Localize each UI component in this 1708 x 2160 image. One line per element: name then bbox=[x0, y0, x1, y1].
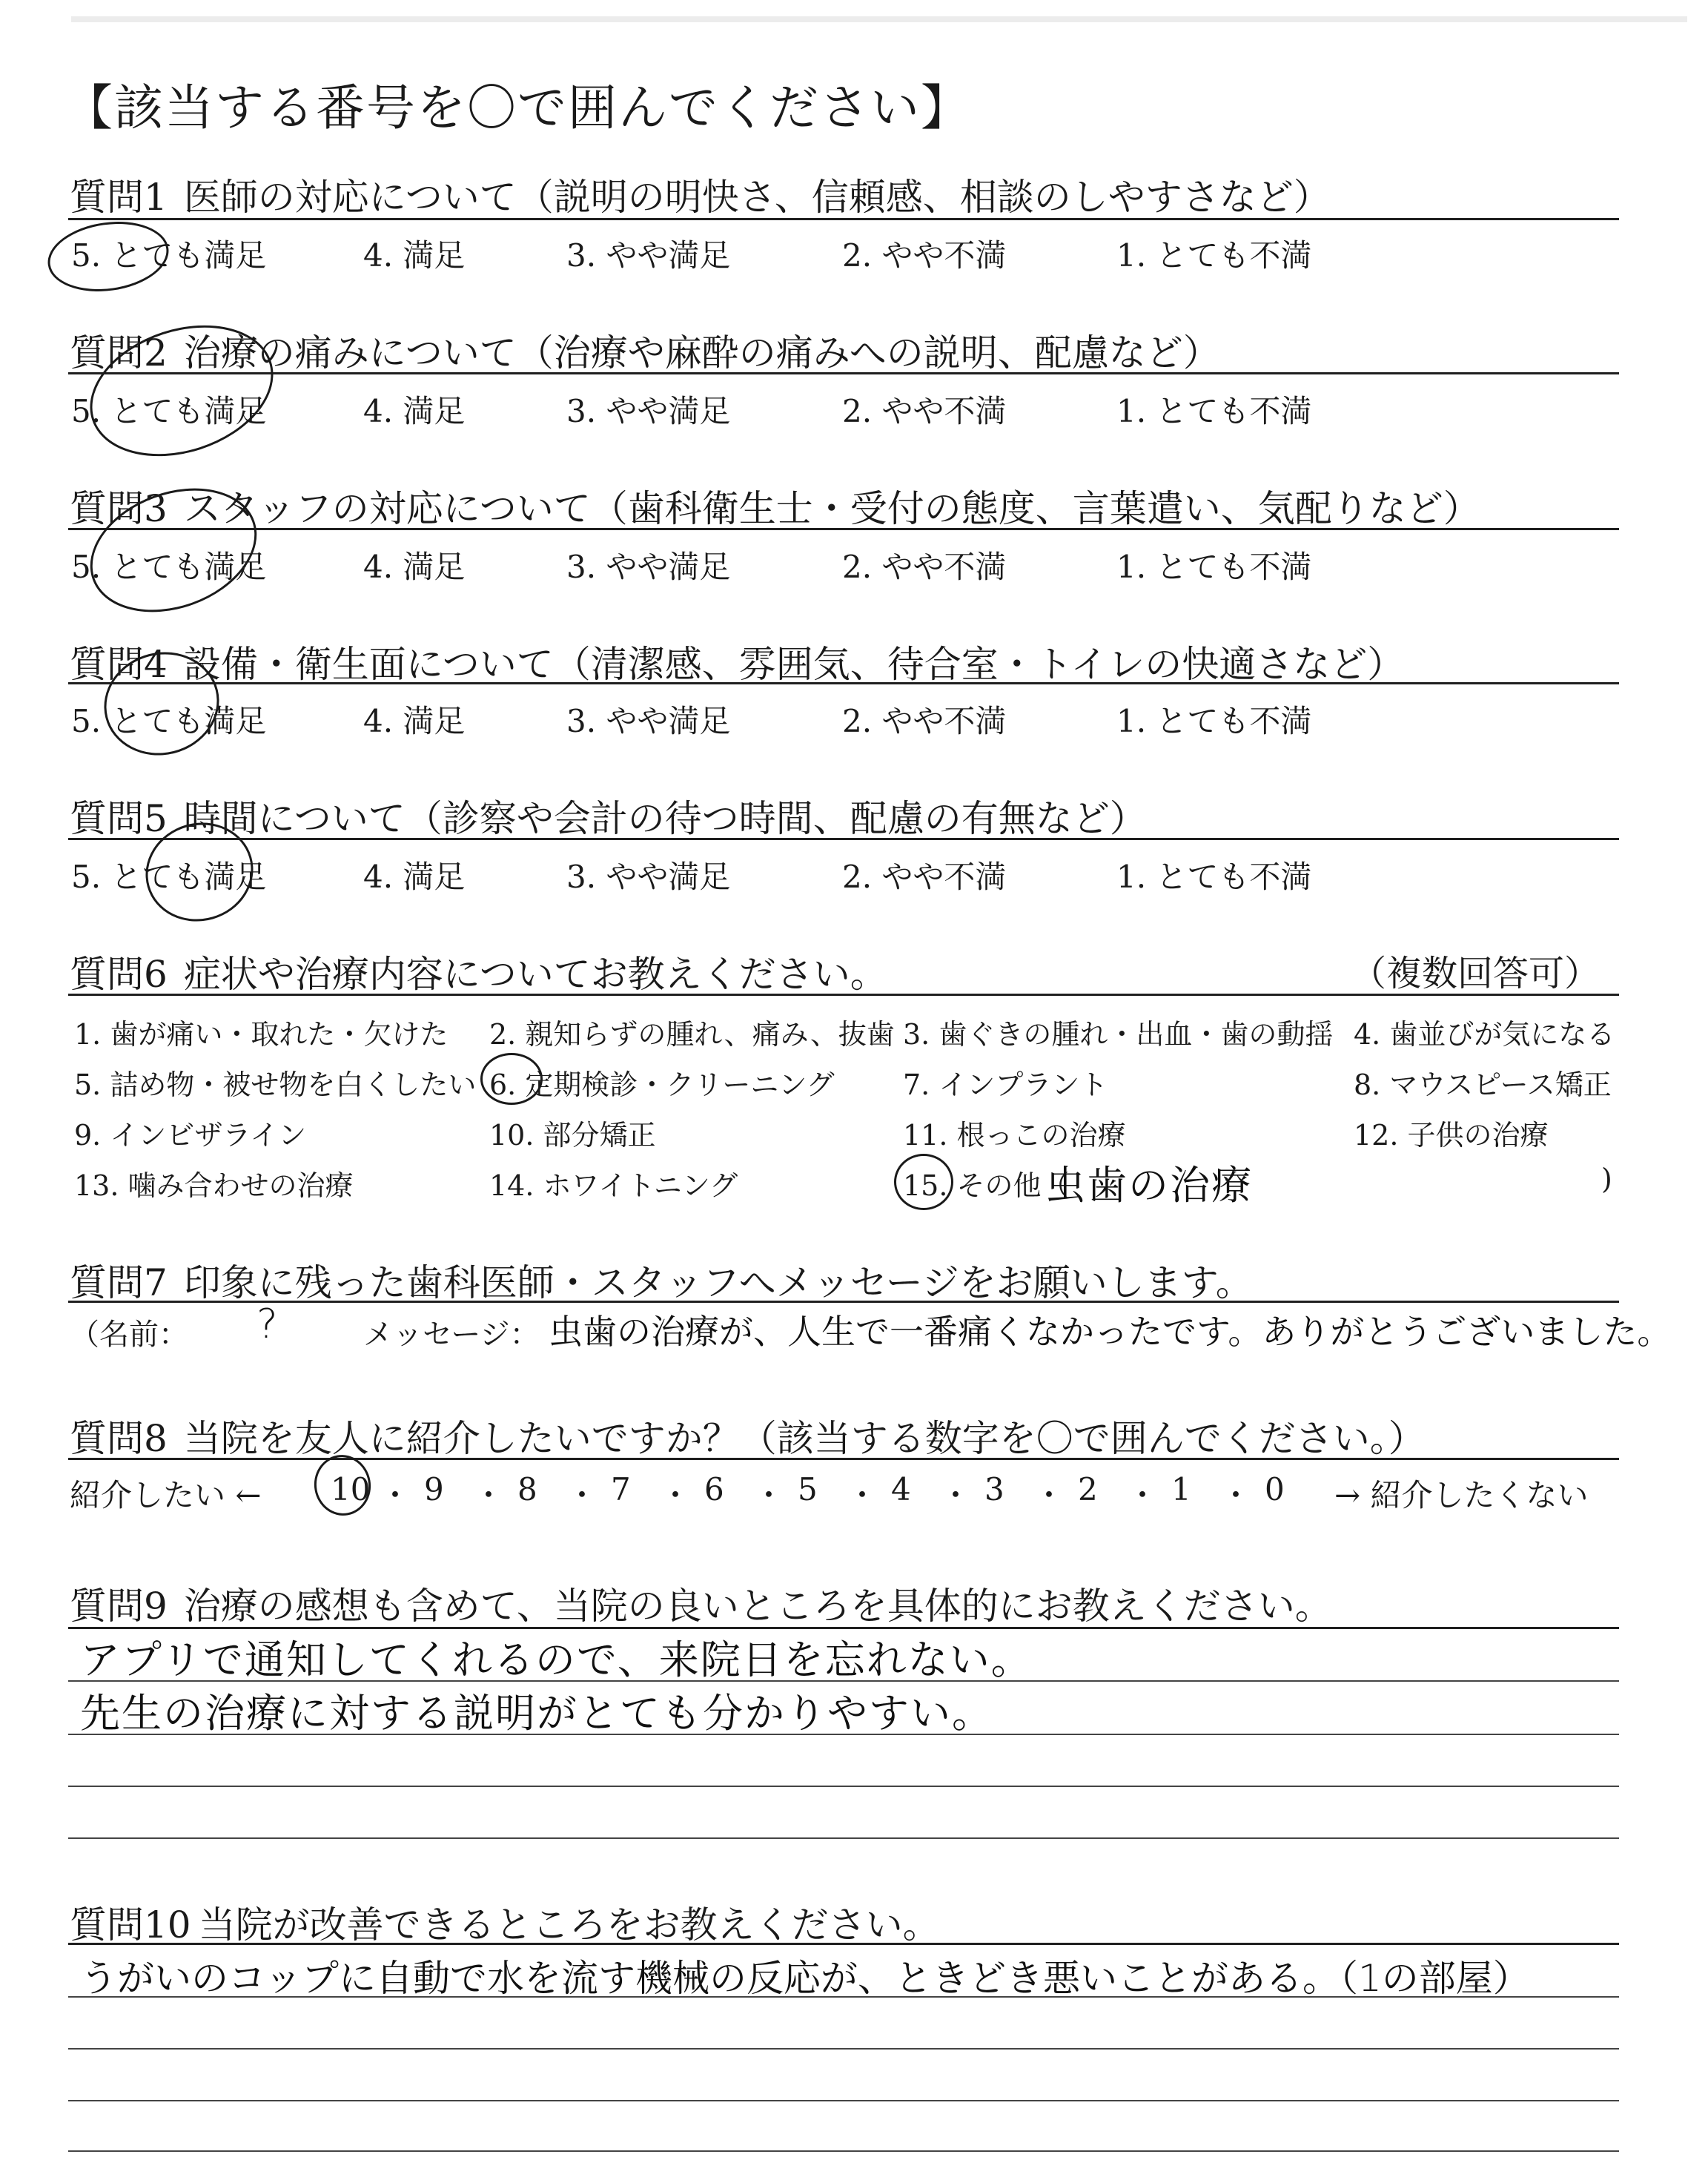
recommend-left-label: 紹介したい ← bbox=[70, 1477, 262, 1513]
question-number: 質問8 bbox=[70, 1417, 168, 1460]
question-number: 質問2 bbox=[70, 331, 168, 374]
divider bbox=[68, 682, 1619, 684]
answer-line: うがいのコップに自動で水を流す機械の反応が、ときどき悪いことがある。（1の部屋） bbox=[80, 1957, 1530, 2000]
option-3[interactable]: 3. やや満足 bbox=[566, 393, 731, 429]
divider bbox=[68, 528, 1619, 530]
question-number: 質問9 bbox=[70, 1585, 168, 1628]
recommend-right-label: → 紹介したくない bbox=[1334, 1477, 1589, 1513]
option-2[interactable]: 2. やや不満 bbox=[842, 237, 1007, 274]
divider bbox=[68, 1458, 1619, 1460]
symptom-option[interactable]: 8. マウスピース矯正 bbox=[1354, 1069, 1612, 1101]
symptom-option[interactable]: 12. 子供の治療 bbox=[1354, 1119, 1549, 1152]
question-number: 質問10 bbox=[70, 1903, 191, 1946]
message-handwritten: 虫歯の治療が、人生で一番痛くなかったです。ありがとうございました。 bbox=[549, 1312, 1672, 1352]
question-text: 時間について（診察や会計の待つ時間、配慮の有無など） bbox=[183, 797, 1147, 840]
answer-line: 先生の治療に対する説明がとても分かりやすい。 bbox=[80, 1690, 993, 1737]
option-4[interactable]: 4. 満足 bbox=[363, 859, 466, 895]
scale-option[interactable]: 7 bbox=[611, 1471, 631, 1507]
question-text: 設備・衛生面について（清潔感、雰囲気、待合室・トイレの快適さなど） bbox=[183, 643, 1405, 686]
question-number: 質問7 bbox=[70, 1261, 168, 1304]
symptom-option[interactable]: 6. 定期検診・クリーニング bbox=[489, 1069, 835, 1101]
option-5[interactable]: 5. とても満足 bbox=[71, 237, 267, 274]
scale-option[interactable]: 8 bbox=[517, 1471, 537, 1507]
symptom-option[interactable]: 4. 歯並びが気になる bbox=[1354, 1018, 1615, 1051]
scale-separator: ・ bbox=[1033, 1477, 1065, 1513]
divider bbox=[68, 994, 1619, 996]
scale-separator: ・ bbox=[380, 1477, 411, 1513]
scale-separator: ・ bbox=[1220, 1477, 1252, 1513]
writing-line bbox=[68, 1786, 1619, 1787]
symptom-option[interactable]: 10. 部分矯正 bbox=[489, 1119, 656, 1152]
other-handwritten-answer: 虫歯の治療 bbox=[1045, 1162, 1253, 1209]
scale-option[interactable]: 1 bbox=[1171, 1471, 1191, 1507]
symptom-option[interactable]: 9. インビザライン bbox=[74, 1119, 307, 1152]
option-5[interactable]: 5. とても満足 bbox=[71, 549, 267, 585]
scale-separator: ・ bbox=[753, 1477, 785, 1513]
symptom-option-other[interactable]: 15. その他（ bbox=[903, 1169, 1070, 1202]
writing-line bbox=[68, 2150, 1619, 2152]
option-1[interactable]: 1. とても不満 bbox=[1116, 393, 1312, 429]
name-label: （名前： bbox=[70, 1318, 188, 1352]
selection-circle bbox=[480, 1053, 543, 1105]
scale-separator: ・ bbox=[660, 1477, 692, 1513]
writing-line bbox=[68, 1837, 1619, 1839]
selection-circle bbox=[43, 214, 173, 299]
scale-separator: ・ bbox=[1127, 1477, 1159, 1513]
symptom-option[interactable]: 2. 親知らずの腫れ、痛み、抜歯 bbox=[489, 1018, 895, 1051]
writing-line bbox=[68, 1996, 1619, 1998]
scale-option[interactable]: 5 bbox=[798, 1471, 818, 1507]
option-3[interactable]: 3. やや満足 bbox=[566, 859, 731, 895]
divider bbox=[68, 218, 1619, 220]
message-label: メッセージ： bbox=[363, 1318, 540, 1352]
question-text: 当院を友人に紹介したいですか？（該当する数字を〇で囲んでください。） bbox=[183, 1417, 1426, 1460]
option-5[interactable]: 5. とても満足 bbox=[71, 703, 267, 739]
option-5[interactable]: 5. とても満足 bbox=[71, 859, 267, 895]
scale-separator: ・ bbox=[940, 1477, 972, 1513]
option-1[interactable]: 1. とても不満 bbox=[1116, 859, 1312, 895]
option-3[interactable]: 3. やや満足 bbox=[566, 703, 731, 739]
scale-option[interactable]: 4 bbox=[891, 1471, 911, 1507]
symptom-option[interactable]: 14. ホワイトニング bbox=[489, 1169, 738, 1202]
scale-option[interactable]: 10 bbox=[331, 1471, 371, 1507]
symptom-option[interactable]: 1. 歯が痛い・取れた・欠けた bbox=[74, 1018, 448, 1051]
option-2[interactable]: 2. やや不満 bbox=[842, 393, 1007, 429]
question-text: 当院が改善できるところをお教えください。 bbox=[198, 1903, 940, 1946]
scale-separator: ・ bbox=[566, 1477, 598, 1513]
question-text: 症状や治療内容についてお教えください。 bbox=[183, 953, 887, 996]
option-4[interactable]: 4. 満足 bbox=[363, 703, 466, 739]
selection-circle bbox=[894, 1154, 953, 1210]
question-text: 印象に残った歯科医師・スタッフへメッセージをお願いします。 bbox=[183, 1261, 1253, 1304]
divider bbox=[68, 838, 1619, 840]
option-3[interactable]: 3. やや満足 bbox=[566, 237, 731, 274]
symptom-option[interactable]: 7. インプラント bbox=[903, 1069, 1108, 1101]
option-2[interactable]: 2. やや不満 bbox=[842, 703, 1007, 739]
symptom-option[interactable]: 13. 噛み合わせの治療 bbox=[74, 1169, 354, 1202]
scale-option[interactable]: 3 bbox=[984, 1471, 1004, 1507]
divider bbox=[68, 1943, 1619, 1945]
option-2[interactable]: 2. やや不満 bbox=[842, 549, 1007, 585]
scale-option[interactable]: 0 bbox=[1265, 1471, 1285, 1507]
symptom-option[interactable]: 11. 根っこの治療 bbox=[903, 1119, 1126, 1152]
question-number: 質問5 bbox=[70, 797, 168, 840]
scale-option[interactable]: 9 bbox=[424, 1471, 444, 1507]
symptom-option[interactable]: 5. 詰め物・被せ物を白くしたい bbox=[74, 1069, 477, 1101]
option-1[interactable]: 1. とても不満 bbox=[1116, 703, 1312, 739]
option-2[interactable]: 2. やや不満 bbox=[842, 859, 1007, 895]
option-3[interactable]: 3. やや満足 bbox=[566, 549, 731, 585]
scale-separator: ・ bbox=[847, 1477, 878, 1513]
multiple-answers-note: （複数回答可） bbox=[1351, 953, 1601, 994]
question-text: 医師の対応について（説明の明快さ、信頼感、相談のしやすさなど） bbox=[183, 176, 1331, 219]
question-text: 治療の感想も含めて、当院の良いところを具体的にお教えください。 bbox=[183, 1585, 1332, 1628]
question-text: 治療の痛みについて（治療や麻酔の痛みへの説明、配慮など） bbox=[183, 331, 1220, 374]
question-text: スタッフの対応について（歯科衛生士・受付の態度、言葉遣い、気配りなど） bbox=[183, 487, 1480, 530]
option-4[interactable]: 4. 満足 bbox=[363, 237, 466, 274]
writing-line bbox=[68, 2048, 1619, 2050]
divider bbox=[68, 372, 1619, 374]
option-4[interactable]: 4. 満足 bbox=[363, 549, 466, 585]
question-number: 質問6 bbox=[70, 953, 168, 996]
answer-line: アプリで通知してくれるので、来院日を忘れない。 bbox=[80, 1636, 1033, 1683]
writing-line bbox=[68, 2100, 1619, 2101]
name-value: ? bbox=[256, 1301, 279, 1347]
other-close-paren: ) bbox=[1601, 1163, 1612, 1195]
question-number: 質問3 bbox=[70, 487, 168, 530]
question-number: 質問1 bbox=[70, 176, 168, 219]
option-1[interactable]: 1. とても不満 bbox=[1116, 549, 1312, 585]
divider bbox=[68, 1301, 1619, 1303]
option-5[interactable]: 5. とても満足 bbox=[71, 393, 267, 429]
scale-separator: ・ bbox=[473, 1477, 505, 1513]
page-title: 【該当する番号を〇で囲んでください】 bbox=[64, 79, 971, 136]
scan-edge bbox=[71, 16, 1687, 22]
option-1[interactable]: 1. とても不満 bbox=[1116, 237, 1312, 274]
symptom-option[interactable]: 3. 歯ぐきの腫れ・出血・歯の動揺 bbox=[903, 1018, 1334, 1051]
scale-option[interactable]: 6 bbox=[704, 1471, 724, 1507]
question-number: 質問4 bbox=[70, 643, 168, 686]
scale-option[interactable]: 2 bbox=[1078, 1471, 1098, 1507]
option-4[interactable]: 4. 満足 bbox=[363, 393, 466, 429]
writing-line bbox=[68, 1734, 1619, 1735]
